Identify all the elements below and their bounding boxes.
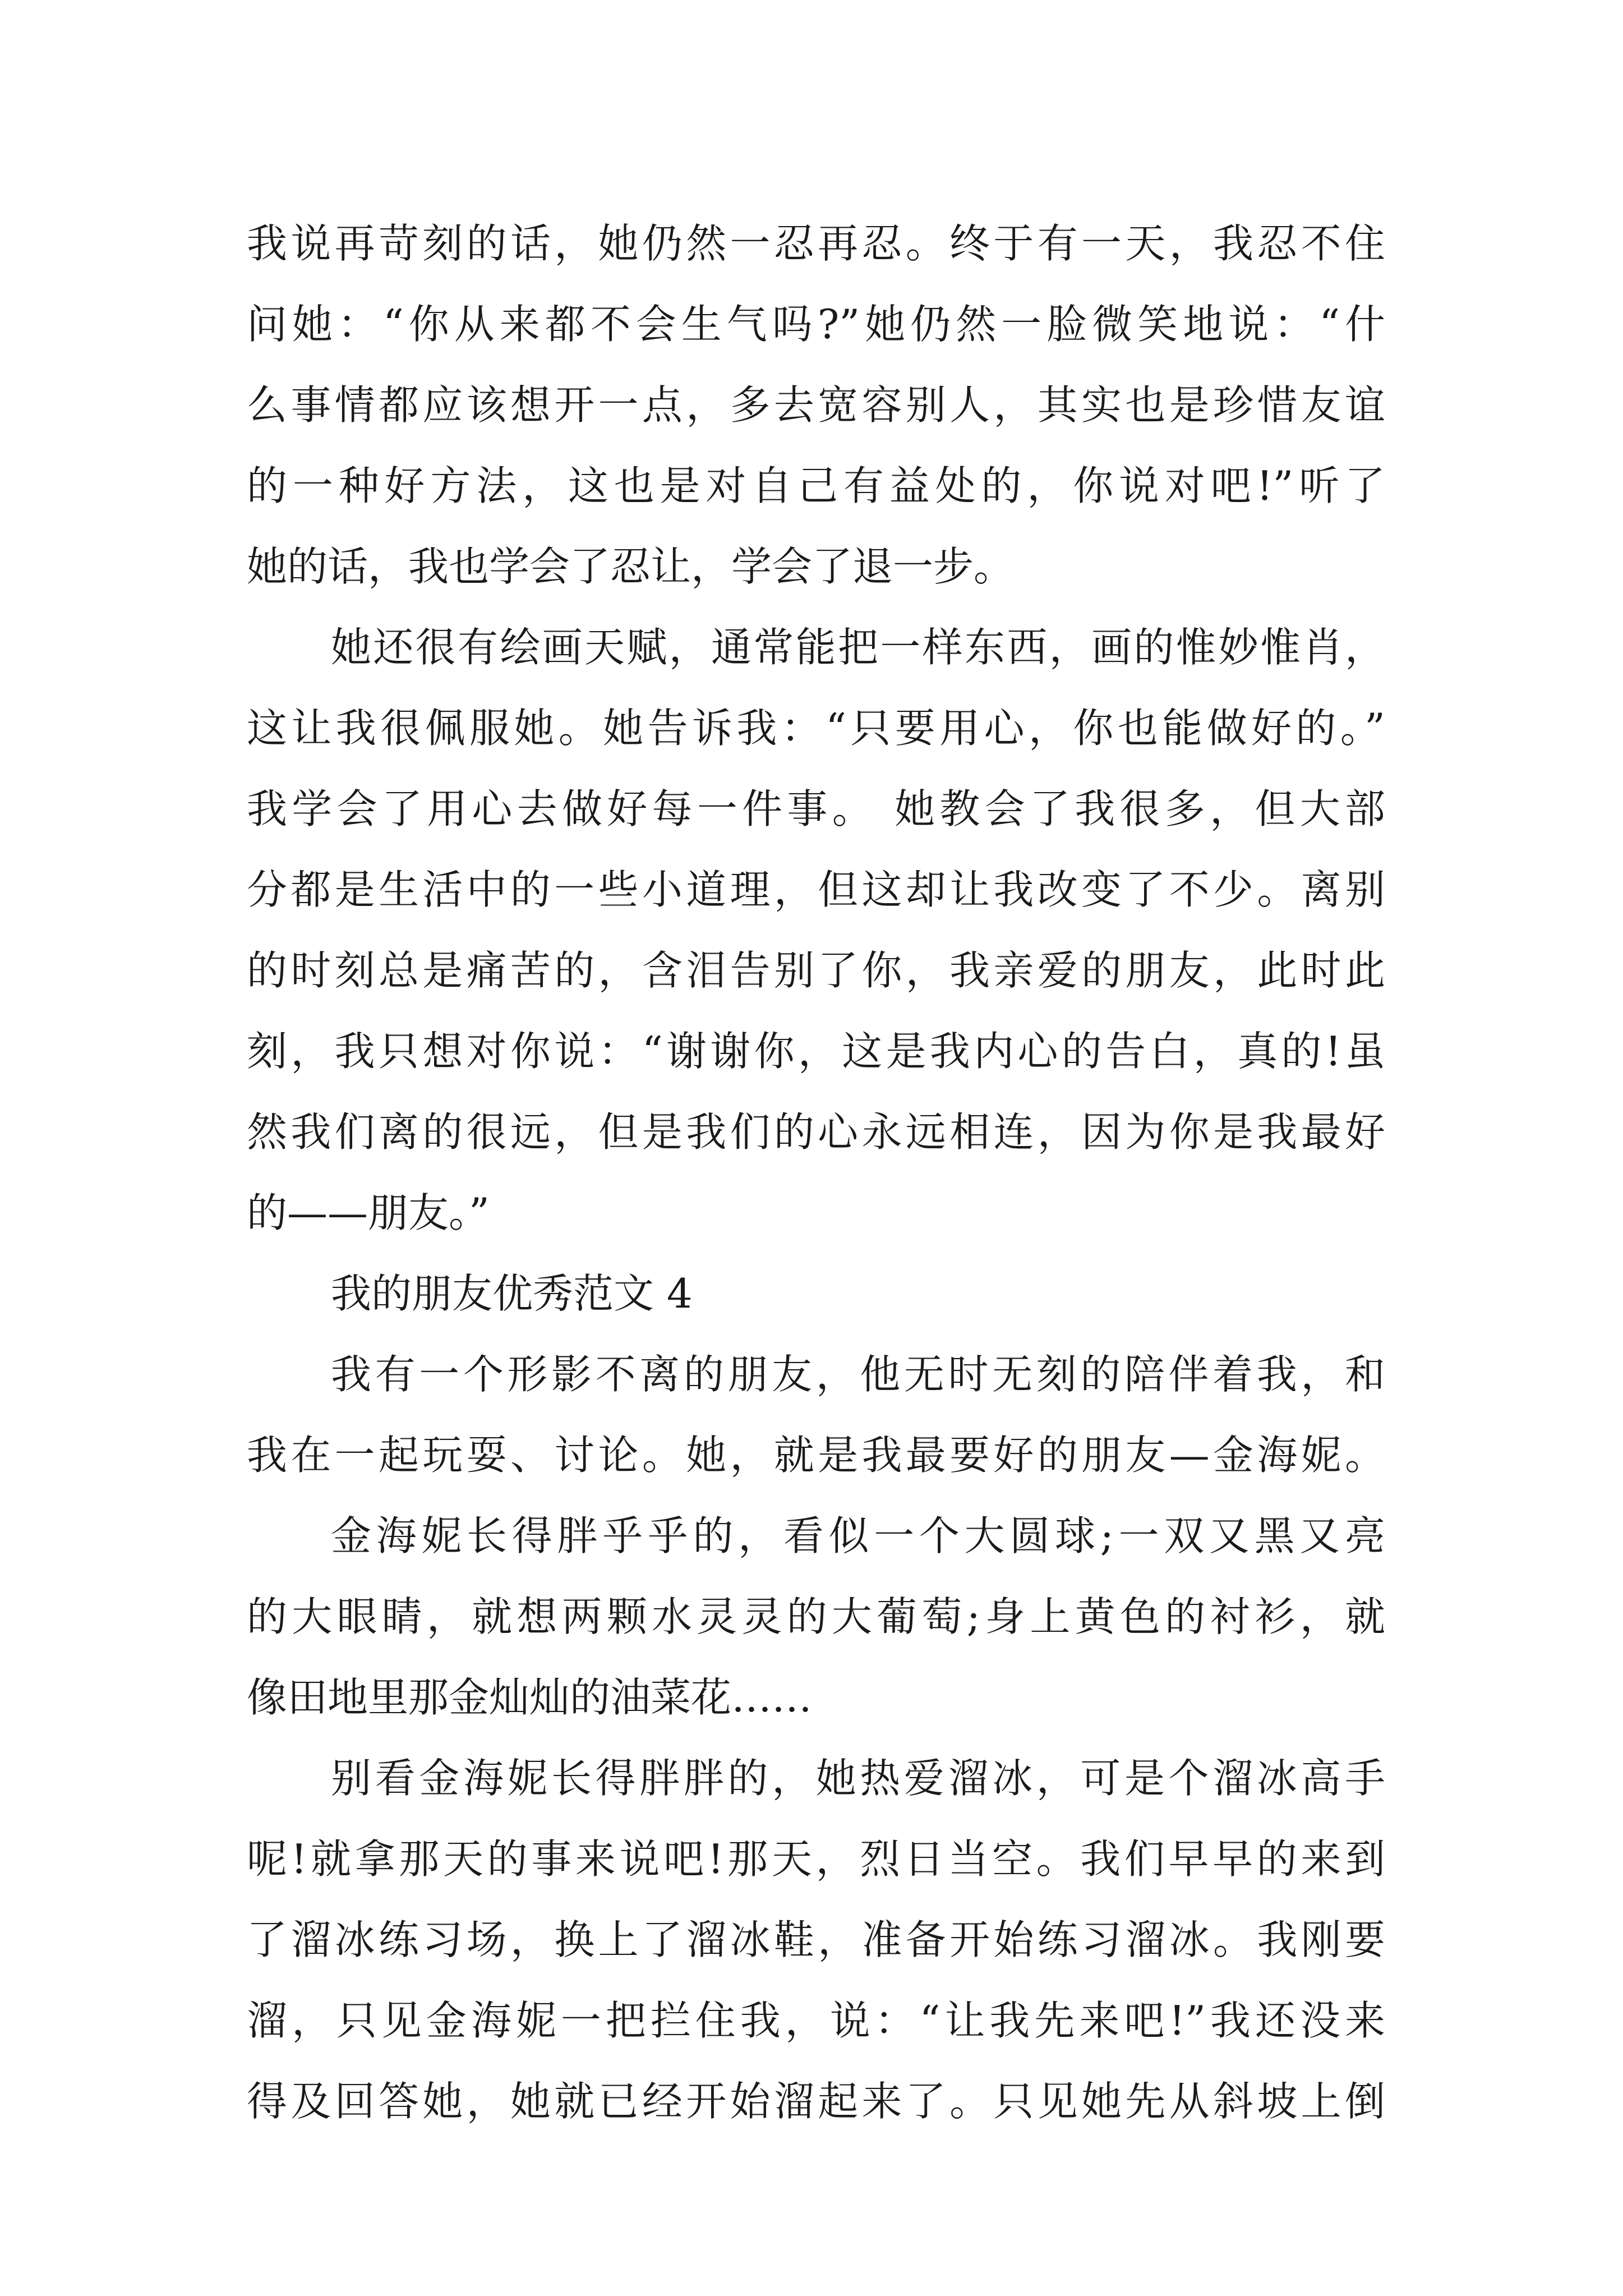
text-line: 溜，只见金海妮一把拦住我，说：“让我先来吧!”我还没来 — [247, 1997, 1385, 2044]
text-line: 她的话，我也学会了忍让，学会了退一步。 — [247, 543, 1015, 590]
text-line: 呢!就拿那天的事来说吧!那天，烈日当空。我们早早的来到 — [247, 1835, 1385, 1883]
text-line: 刻，我只想对你说：“谢谢你，这是我内心的告白，真的!虽 — [247, 1028, 1385, 1075]
text-line: 别看金海妮长得胖胖的，她热爱溜冰，可是个溜冰高手 — [331, 1755, 1385, 1802]
text-line: 这让我很佩服她。她告诉我：“只要用心，你也能做好的。” — [247, 705, 1385, 752]
text-line: 然我们离的很远，但是我们的心永远相连，因为你是我最好 — [247, 1108, 1385, 1156]
text-line: 我说再苛刻的话，她仍然一忍再忍。终于有一天，我忍不住 — [247, 220, 1385, 267]
text-line: 么事情都应该想开一点，多去宽容别人，其实也是珍惜友谊 — [247, 381, 1385, 429]
text-line: 问她：“你从来都不会生气吗?”她仍然一脸微笑地说：“什 — [247, 301, 1385, 348]
text-line: 我在一起玩耍、讨论。她，就是我最要好的朋友—金海妮。 — [247, 1432, 1385, 1479]
text-line: 的大眼睛，就想两颗水灵灵的大葡萄;身上黄色的衬衫，就 — [247, 1593, 1385, 1640]
text-line: 了溜冰练习场，换上了溜冰鞋，准备开始练习溜冰。我刚要 — [247, 1916, 1385, 1963]
text-line: 我有一个形影不离的朋友，他无时无刻的陪伴着我，和 — [331, 1351, 1385, 1398]
section-heading: 我的朋友优秀范文 4 — [331, 1270, 693, 1317]
text-line: 金海妮长得胖乎乎的，看似一个大圆球;一双又黑又亮 — [331, 1512, 1385, 1559]
text-line: 的——朋友。” — [247, 1189, 490, 1236]
text-line: 我学会了用心去做好每一件事。 她教会了我很多，但大部 — [247, 785, 1385, 832]
text-line: 的时刻总是痛苦的，含泪告别了你，我亲爱的朋友，此时此 — [247, 947, 1385, 994]
text-line: 得及回答她，她就已经开始溜起来了。只见她先从斜坡上倒 — [247, 2078, 1385, 2125]
text-line: 像田地里那金灿灿的油菜花…… — [247, 1674, 813, 1721]
body-text — [247, 203, 1385, 2142]
text-line: 分都是生活中的一些小道理，但这却让我改变了不少。离别 — [247, 866, 1385, 913]
text-line: 她还很有绘画天赋，通常能把一样东西，画的惟妙惟肖， — [331, 624, 1385, 671]
text-line: 的一种好方法，这也是对自己有益处的，你说对吧!”听了 — [247, 462, 1385, 509]
